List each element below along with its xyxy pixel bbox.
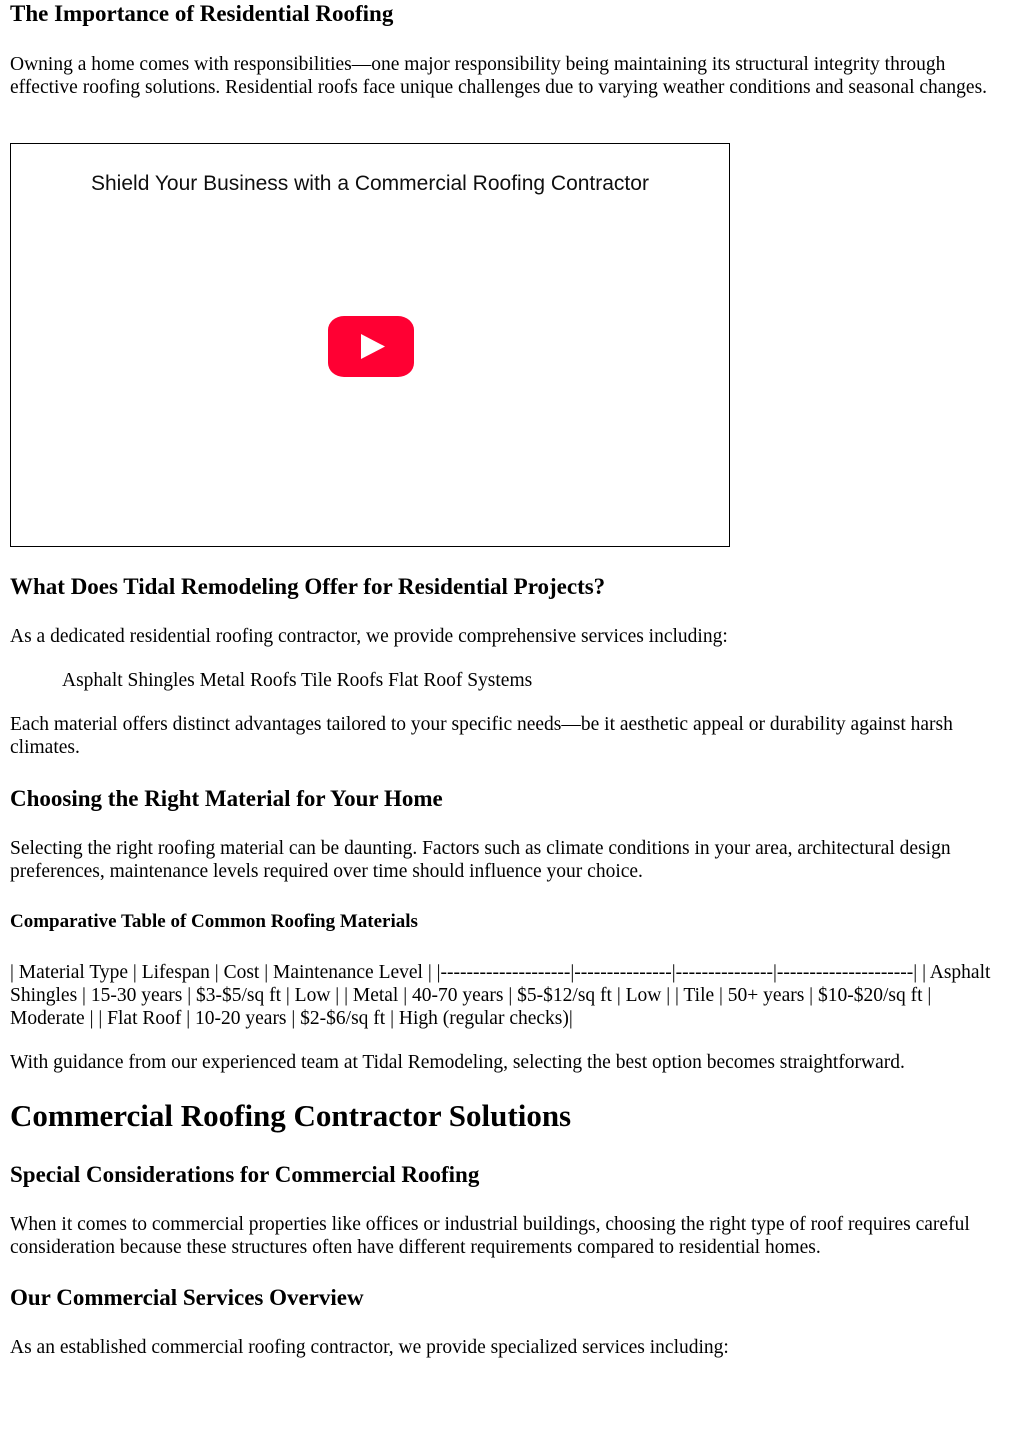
material-text: Selecting the right roofing material can be daunting. Factors such as climate conditions in your area, architectural design preferences, maintenance levels required over time should influence your choice. (10, 838, 951, 882)
offer-intro: As a dedicated residential roofing contractor, we provide comprehensive services including: (10, 626, 728, 647)
overview-heading: Our Commercial Services Overview (10, 1285, 364, 1310)
special-heading: Special Considerations for Commercial Roofing (10, 1162, 480, 1187)
guidance-text: With guidance from our experienced team at Tidal Remodeling, selecting the best option becomes straightforward. (10, 1052, 905, 1073)
material-heading: Choosing the Right Material for Your Home (10, 786, 443, 811)
video-title[interactable]: Shield Your Business with a Commercial Roofing Contractor (91, 172, 649, 195)
table-heading: Comparative Table of Common Roofing Materials (10, 911, 418, 932)
offer-list: Asphalt Shingles Metal Roofs Tile Roofs Flat Roof Systems (62, 670, 533, 691)
residential-intro: Owning a home comes with responsibilities—one major responsibility being maintaining its structural integrity through effective roofing solutions. Residential roofs face unique challenges due to varying weather conditions and seasonal changes. (10, 54, 988, 98)
play-icon (361, 334, 385, 359)
offer-note: Each material offers distinct advantages tailored to your specific needs—be it aesthetic appeal or durability against harsh climates. (10, 714, 953, 758)
commercial-heading: Commercial Roofing Contractor Solutions (10, 1098, 572, 1133)
overview-text: As an established commercial roofing contractor, we provide specialized services including: (10, 1337, 729, 1358)
play-button[interactable] (328, 316, 414, 377)
offer-heading: What Does Tidal Remodeling Offer for Residential Projects? (10, 574, 606, 599)
video-embed[interactable] (10, 143, 730, 547)
special-text: When it comes to commercial properties like offices or industrial buildings, choosing the right type of roof requires careful consideration because these structures often have different requirements compared to residential homes. (10, 1214, 970, 1258)
residential-heading: The Importance of Residential Roofing (10, 1, 394, 26)
comparison-table-text: | Material Type | Lifespan | Cost | Maintenance Level | |--------------------|---------------|---------------|---------------------| | Asphalt Shingles | 15-30 years | $3-$5/sq ft | Low | | Metal | 40-70 years | $5-$12/sq ft | Low | | Tile | 50+ years | $10-$20/sq ft | Moderate | | Flat Roof | 10-20 years | $2-$6/sq ft | High (regular checks)| (10, 962, 991, 1029)
